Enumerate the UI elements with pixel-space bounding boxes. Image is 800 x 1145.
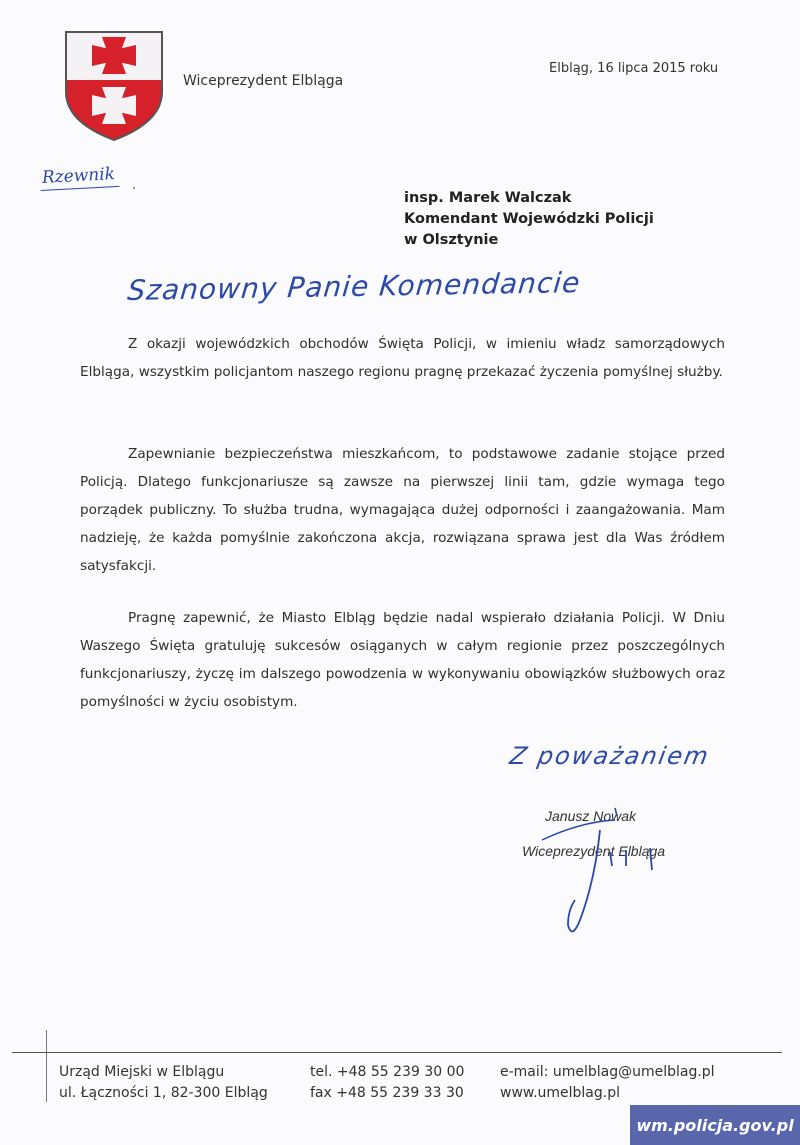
handwritten-greeting: Szanowny Panie Komendancie <box>126 266 582 307</box>
website-link[interactable]: www.umelblag.pl <box>500 1085 620 1101</box>
footer-phones <box>310 1062 464 1104</box>
signature-mark <box>500 800 700 950</box>
office-name: Urząd Miejski w Elblągu <box>59 1064 225 1080</box>
fax-number: fax +48 55 239 33 30 <box>310 1085 464 1101</box>
ink-dot <box>133 187 135 189</box>
addressee-location: w Olsztynie <box>404 232 499 248</box>
addressee-block <box>404 188 654 251</box>
body-paragraph <box>80 440 725 580</box>
signatory-name: Janusz Nowak <box>545 808 637 824</box>
body-paragraph <box>80 604 725 716</box>
footer-web <box>500 1062 715 1104</box>
sender-title: Wiceprezydent Elbląga <box>183 73 344 89</box>
elblag-coat-of-arms-icon <box>64 30 164 142</box>
handwritten-note: Rzewnik <box>39 164 119 191</box>
footer-divider <box>12 1052 782 1053</box>
signatory-title: Wiceprezydent Elbląga <box>522 843 666 859</box>
footer-office <box>59 1062 268 1104</box>
addressee-name: insp. Marek Walczak <box>404 190 572 206</box>
handwritten-closing: Z poważaniem <box>507 742 713 770</box>
paragraph-text: Pragnę zapewnić, że Miasto Elbląg będzie nadal wspierało działania Policji. W Dniu Waszego Święta gratuluję sukcesów osiąganych w całym regionie przez poszczególnych funkcjonariuszy, życzę im dalszego powodzenia w wykonywaniu obowiązków służbowych oraz pomyślności w życiu osobistym. <box>80 610 725 710</box>
addressee-position: Komendant Wojewódzki Policji <box>404 211 654 227</box>
email-link[interactable]: e-mail: umelblag@umelblag.pl <box>500 1064 715 1080</box>
paragraph-text: Z okazji wojewódzkich obchodów Święta Policji, w imieniu władz samorządowych Elbląga, wszystkim policjantom naszego regionu pragnę przekazać życzenia pomyślnej służby. <box>80 336 725 380</box>
paragraph-text: Zapewnianie bezpieczeństwa mieszkańcom, to podstawowe zadanie stojące przed Policją. Dlatego funkcjonariusze są zawsze na pierwszej linii tam, gdzie wymaga tego porządek publiczny. To służba trudna, wymagająca dużej odporności i zaangażowania. Mam nadzieję, że każda pomyślnie zakończona akcja, rozwiązana sprawa jest dla Was źródłem satysfakcji. <box>80 446 725 574</box>
source-watermark: wm.policja.gov.pl <box>630 1105 800 1145</box>
office-address: ul. Łączności 1, 82-300 Elbląg <box>59 1085 268 1101</box>
letter-date: Elbląg, 16 lipca 2015 roku <box>549 61 719 76</box>
body-paragraph <box>80 330 725 386</box>
footer-divider-vertical <box>46 1030 47 1102</box>
phone-number: tel. +48 55 239 30 00 <box>310 1064 465 1080</box>
